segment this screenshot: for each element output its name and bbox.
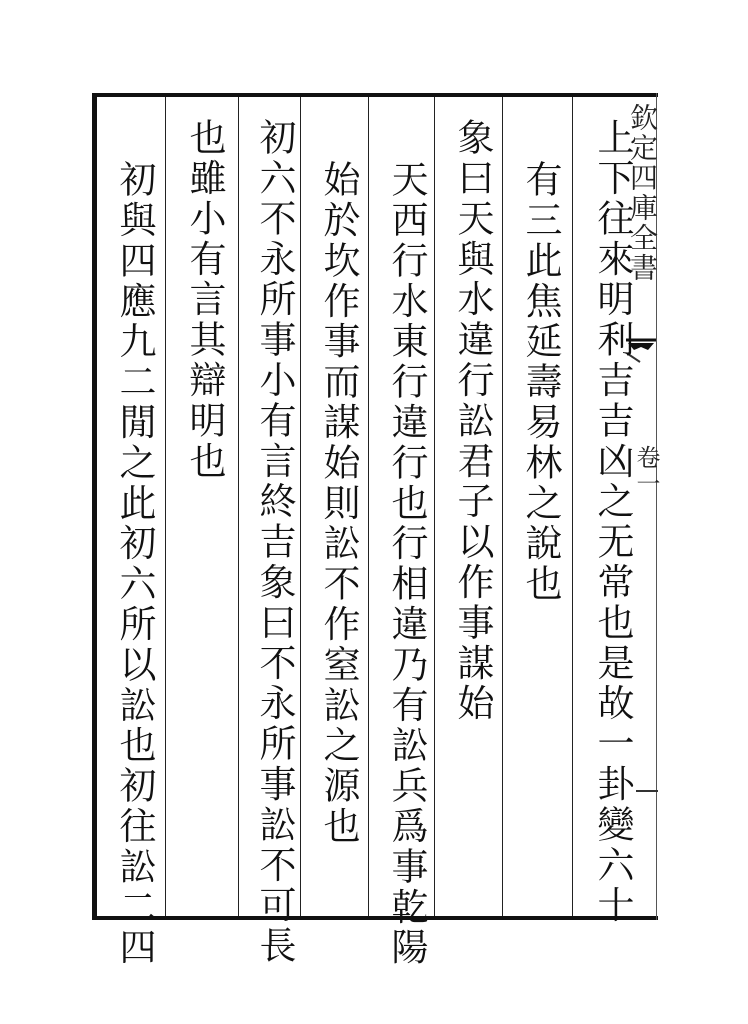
column-rule [434,97,435,916]
column-rule [165,97,166,916]
text-column-4: 天西行水東行違行也行相違乃有訟兵爲事乾陽 [385,160,428,968]
text-column-2: 有三此焦延壽易林之說也 [519,160,562,605]
margin-tick-mark [636,790,658,792]
margin-book-title: 欽定四庫全書 [626,103,659,283]
text-column-1: 上下往來明利吉吉凶之无常也是故一卦變六十 [591,118,634,926]
text-column-7: 也雖小有言其辯明也 [183,118,226,482]
text-column-6: 初六不永所事小有言終吉象曰不永所事訟不可長 [253,118,296,967]
column-rule [368,97,369,916]
page-border-frame [92,93,658,920]
text-column-5: 始於坎作事而謀始則訟不作窒訟之源也 [317,160,360,847]
column-rule [300,97,301,916]
column-rule [238,97,239,916]
text-column-3: 象曰天與水違行訟君子以作事謀始 [451,118,494,724]
column-rule [572,97,573,916]
text-column-8: 初與四應九二閒之此初六所以訟也初往訟二四 [113,160,156,968]
margin-volume-label: 卷一 [632,445,660,497]
column-rule [502,97,503,916]
